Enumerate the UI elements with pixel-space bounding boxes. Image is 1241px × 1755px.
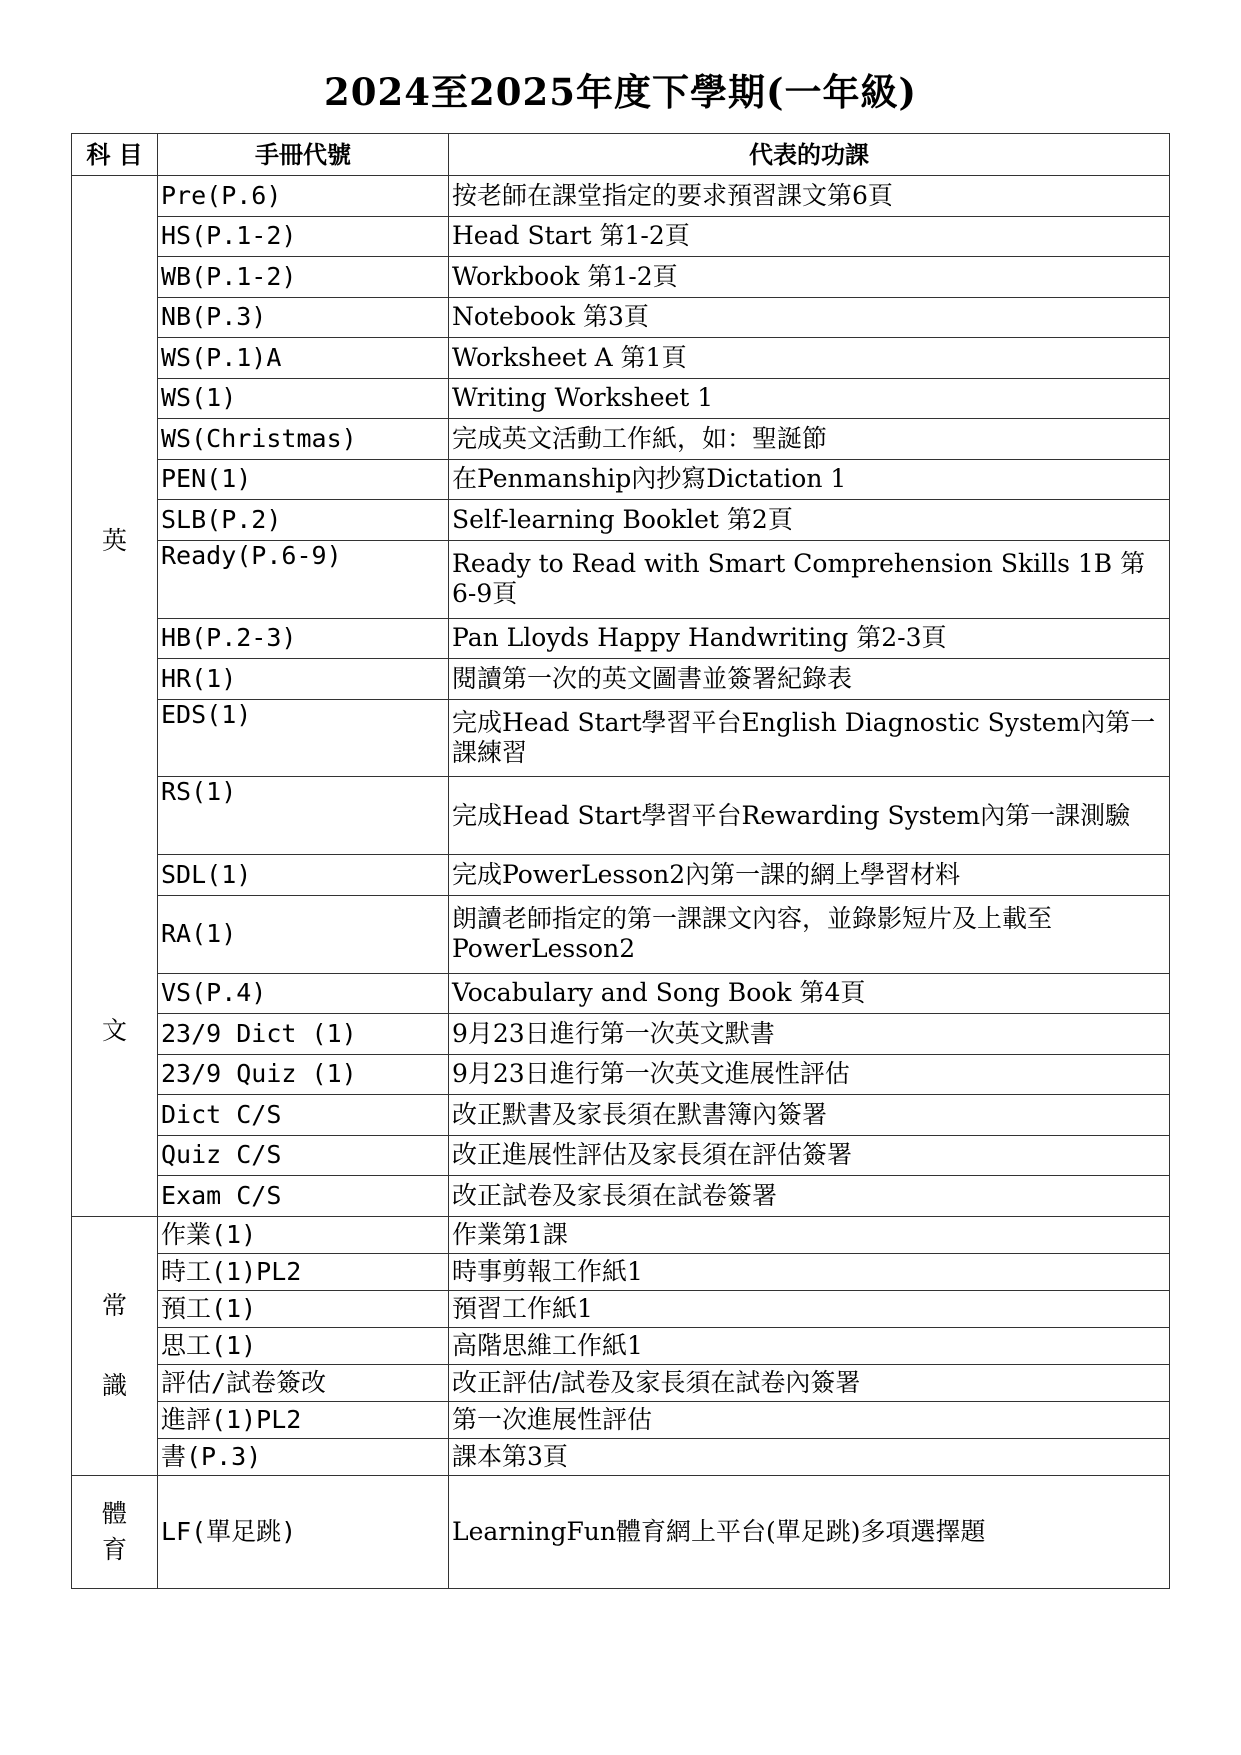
row-description: 改正試卷及家長須在試卷簽署 (449, 1176, 1170, 1217)
row-description: Notebook 第3頁 (449, 297, 1170, 338)
row-description: 完成PowerLesson2內第一課的網上學習材料 (449, 855, 1170, 896)
row-description: Worksheet A 第1頁 (449, 338, 1170, 379)
row-description: 作業第1課 (449, 1217, 1170, 1254)
table-row (72, 1217, 1170, 1254)
row-code: PEN(1) (158, 459, 449, 500)
row-description: 朗讀老師指定的第一課課文內容，並錄影短片及上載至PowerLesson2 (449, 895, 1170, 973)
row-code: NB(P.3) (158, 297, 449, 338)
table-row (72, 176, 1170, 217)
table-row (72, 973, 1170, 1014)
table-row (72, 1291, 1170, 1328)
table-row (72, 1254, 1170, 1291)
row-code: HB(P.2-3) (158, 618, 449, 659)
row-code: WS(P.1)A (158, 338, 449, 379)
table-row (72, 855, 1170, 896)
row-description: 改正進展性評估及家長須在評估簽署 (449, 1135, 1170, 1176)
homework-table (71, 133, 1170, 1589)
table-row (72, 257, 1170, 298)
table-row (72, 500, 1170, 541)
row-description: 預習工作紙1 (449, 1291, 1170, 1328)
row-description: 課本第3頁 (449, 1439, 1170, 1476)
table-row (72, 1095, 1170, 1136)
table-row (72, 777, 1170, 855)
table-header-row (72, 134, 1170, 176)
row-code: 評估/試卷簽改 (158, 1365, 449, 1402)
row-description: Writing Worksheet 1 (449, 378, 1170, 419)
table-row (72, 895, 1170, 973)
row-code: Pre(P.6) (158, 176, 449, 217)
row-description: 9月23日進行第一次英文默書 (449, 1014, 1170, 1055)
row-code: SDL(1) (158, 855, 449, 896)
table-row (72, 338, 1170, 379)
table-row (72, 540, 1170, 618)
row-code: Ready(P.6-9) (158, 540, 449, 618)
table-row (72, 1054, 1170, 1095)
row-code: RS(1) (158, 777, 449, 855)
header-code: 手冊代號 (158, 134, 449, 176)
row-description: Head Start 第1-2頁 (449, 216, 1170, 257)
subject-general-char2: 識 (101, 1371, 127, 1400)
table-row (72, 1402, 1170, 1439)
row-code: LF(單足跳) (158, 1476, 449, 1589)
row-description: 時事剪報工作紙1 (449, 1254, 1170, 1291)
row-description: Vocabulary and Song Book 第4頁 (449, 973, 1170, 1014)
row-code: 書(P.3) (158, 1439, 449, 1476)
row-code: WS(Christmas) (158, 419, 449, 460)
row-description: Ready to Read with Smart Comprehension Skills 1B 第6-9頁 (449, 540, 1170, 618)
table-row (72, 1365, 1170, 1402)
subject-pe-char1: 體 (101, 1499, 127, 1528)
row-code: 作業(1) (158, 1217, 449, 1254)
row-code: 思工(1) (158, 1328, 449, 1365)
row-description: Workbook 第1-2頁 (449, 257, 1170, 298)
row-description: Pan Lloyds Happy Handwriting 第2-3頁 (449, 618, 1170, 659)
row-code: EDS(1) (158, 699, 449, 777)
table-row (72, 1176, 1170, 1217)
row-code: 進評(1)PL2 (158, 1402, 449, 1439)
row-code: HR(1) (158, 659, 449, 700)
subject-english (72, 176, 158, 1217)
subject-pe-char2: 育 (101, 1535, 127, 1564)
row-description: 改正默書及家長須在默書簿內簽署 (449, 1095, 1170, 1136)
row-description: 高階思維工作紙1 (449, 1328, 1170, 1365)
subject-english-char1: 英 (101, 526, 127, 555)
row-code: 23/9 Quiz (1) (158, 1054, 449, 1095)
table-row (72, 1014, 1170, 1055)
row-description: 第一次進展性評估 (449, 1402, 1170, 1439)
subject-english-char2: 文 (101, 1016, 127, 1045)
subject-pe (72, 1476, 158, 1589)
row-description: Self-learning Booklet 第2頁 (449, 500, 1170, 541)
table-row (72, 1476, 1170, 1589)
subject-general-char1: 常 (101, 1291, 127, 1320)
table-row (72, 419, 1170, 460)
table-row (72, 378, 1170, 419)
row-code: 預工(1) (158, 1291, 449, 1328)
row-code: SLB(P.2) (158, 500, 449, 541)
row-description: 在Penmanship內抄寫Dictation 1 (449, 459, 1170, 500)
row-description: 按老師在課堂指定的要求預習課文第6頁 (449, 176, 1170, 217)
table-row (72, 659, 1170, 700)
row-code: HS(P.1-2) (158, 216, 449, 257)
row-description: 完成Head Start學習平台Rewarding System內第一課測驗 (449, 777, 1170, 855)
row-description: LearningFun體育網上平台(單足跳)多項選擇題 (449, 1476, 1170, 1589)
header-description: 代表的功課 (449, 134, 1170, 176)
table-row (72, 1328, 1170, 1365)
row-description: 9月23日進行第一次英文進展性評估 (449, 1054, 1170, 1095)
row-code: WS(1) (158, 378, 449, 419)
table-row (72, 216, 1170, 257)
row-code: Quiz C/S (158, 1135, 449, 1176)
row-code: VS(P.4) (158, 973, 449, 1014)
row-code: WB(P.1-2) (158, 257, 449, 298)
header-subject: 科 目 (72, 134, 158, 176)
row-code: Dict C/S (158, 1095, 449, 1136)
subject-general-studies (72, 1217, 158, 1476)
row-description: 閱讀第一次的英文圖書並簽署紀錄表 (449, 659, 1170, 700)
row-code: 23/9 Dict (1) (158, 1014, 449, 1055)
row-code: Exam C/S (158, 1176, 449, 1217)
row-description: 完成英文活動工作紙，如：聖誕節 (449, 419, 1170, 460)
row-code: RA(1) (158, 895, 449, 973)
row-code: 時工(1)PL2 (158, 1254, 449, 1291)
table-row (72, 699, 1170, 777)
table-row (72, 297, 1170, 338)
table-row (72, 1135, 1170, 1176)
row-description: 完成Head Start學習平台English Diagnostic System內第一課練習 (449, 699, 1170, 777)
page-title: 2024至2025年度下學期(一年級) (324, 70, 917, 114)
row-description: 改正評估/試卷及家長須在試卷內簽署 (449, 1365, 1170, 1402)
table-row (72, 618, 1170, 659)
table-row (72, 459, 1170, 500)
table-row (72, 1439, 1170, 1476)
